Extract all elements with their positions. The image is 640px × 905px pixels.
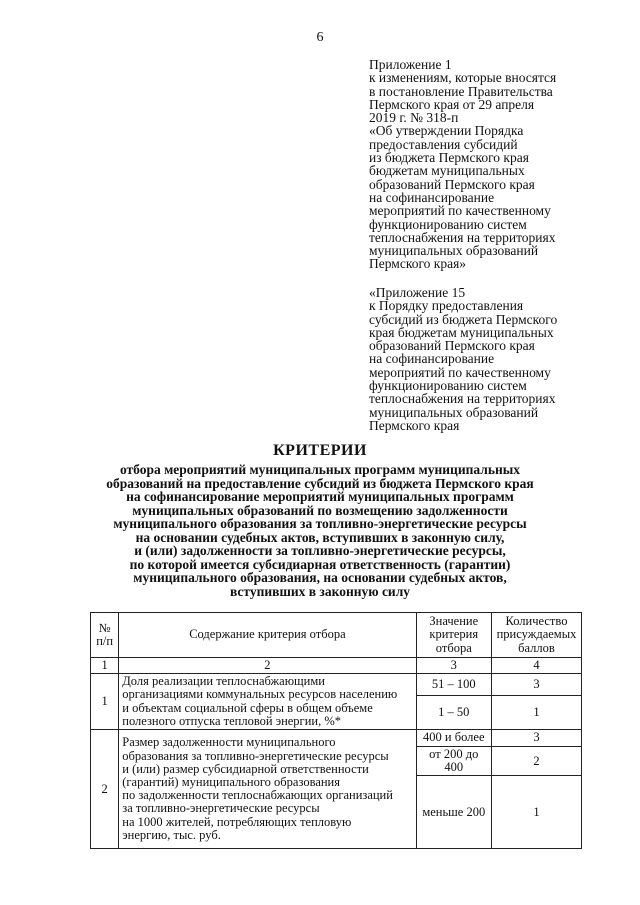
score-cell: 3 [491,730,581,747]
content-line: Доля реализации теплоснабжающими [122,674,325,689]
row-number: 2 [91,730,119,849]
appendix-line: муниципальных образований [369,243,539,259]
content-line: организациями коммунальных ресурсов населению [122,687,398,702]
appendix-line: муниципальных образований [369,404,539,420]
score-cell: 2 [491,747,581,776]
score-cell: 1 [491,695,581,729]
content-line: за топливно-энергетические ресурсы [122,801,320,816]
appendix-line: мероприятий по качественному [369,364,551,380]
subtitle-line: по которой имеется субсидиарная ответственность (гарантии) [129,556,511,572]
appendix-1-header [369,58,619,271]
content-line: и объектам социальной сферы в общем объеме [122,700,373,715]
content-line: и (или) размер субсидиарной ответственности [122,761,369,776]
value-cell: меньше 200 [416,776,491,849]
appendix-line: края бюджетам муниципальных [369,324,554,340]
header-content: Содержание критерия отбора [119,613,416,658]
row-content [119,730,416,849]
appendix-line: образований Пермского края [369,338,535,354]
content-line: на 1000 жителей, потребляющих тепловую [122,814,352,829]
content-line: по задолженности теплоснабжающих организаций [122,788,393,803]
subtitle-line: муниципального образования за топливно-энергетические ресурсы [113,516,527,531]
appendix-line: в постановление Правительства [369,83,553,99]
content-line: энергию, тыс. руб. [122,827,221,842]
header-line: п/п [96,634,114,648]
table-row [91,674,582,696]
value-cell: 400 и более [416,730,491,747]
header-value [416,613,491,658]
content-line: образования за топливно-энергетические ресурсы [122,748,389,763]
value-cell: 1 – 50 [416,695,491,729]
appendix-line: бюджетам муниципальных [369,163,525,179]
score-cell: 3 [491,674,581,696]
index-cell: 3 [416,658,491,674]
appendix-line: предоставления субсидий [369,136,518,152]
header-number [91,613,119,658]
subtitle-line: муниципального образования, на основании судебных актов, [133,570,507,585]
document-subtitle [60,463,580,598]
score-cell: 1 [491,776,581,849]
header-line: отбора [435,640,472,655]
page-number: 6 [316,30,324,45]
appendix-line: на софинансирование [369,351,495,367]
appendix-line: к Порядку предоставления [369,298,524,314]
appendix-line: Пермского края [369,417,460,433]
appendix-line: субсидий из бюджета Пермского [369,311,558,327]
header-line: критерия [429,627,479,642]
content-line: полезного отпуска тепловой энергии, %* [122,713,341,728]
appendix-line: теплоснабжения на территориях [369,229,556,245]
content-line: (гарантий) муниципального образования [122,775,340,790]
subtitle-line: на основании судебных актов, вступивших в законную силу, [135,529,505,545]
appendix-line: на софинансирование [369,189,495,205]
value-cell: 51 – 100 [416,674,491,696]
table-index-row [91,658,582,674]
appendix-line: функционированию систем [369,216,527,232]
index-cell: 4 [491,658,581,674]
appendix-line: 2019 г. № 318-п [369,110,459,126]
index-cell: 2 [119,658,416,674]
content-line: Размер задолженности муниципального [122,735,336,750]
appendix-line: из бюджета Пермского края [369,150,529,166]
appendix-line: мероприятий по качественному [369,203,551,219]
table-header-row [91,613,582,658]
appendix-line: образований Пермского края [369,176,535,192]
subtitle-line: и (или) задолженности за топливно-энергетические ресурсы, [134,543,506,558]
subtitle-line: вступивших в законную силу [229,583,411,599]
row-number: 1 [91,674,119,730]
header-line: Значение [429,614,479,629]
appendix-15-header [369,286,619,432]
table-row [91,730,582,747]
subtitle-line: на софинансирование мероприятий муниципальных программ [126,489,514,504]
document-title: КРИТЕРИИ [273,442,367,459]
subtitle-line: отбора мероприятий муниципальных программ муниципальных [119,462,521,477]
appendix-line: Пермского края» [369,256,467,272]
value-cell: от 200 до 400 [416,747,491,776]
row-content [119,674,416,730]
subtitle-line: образований на предоставление субсидий из бюджета Пермского края [106,475,534,491]
index-cell: 1 [91,658,119,674]
header-score [491,613,581,658]
header-line: № [98,620,111,635]
header-line: Количество [505,614,568,629]
appendix-line: Пермского края от 29 апреля [369,96,535,112]
header-line: присуждаемых [496,627,577,642]
appendix-line: «Об утверждении Порядка [369,123,524,139]
appendix-line: Приложение 1 [369,57,452,72]
appendix-line: функционированию систем [369,378,527,394]
appendix-line: теплоснабжения на территориях [369,391,556,407]
appendix-line: к изменениям, которые вносятся [369,70,557,86]
appendix-line: «Приложение 15 [369,285,466,300]
header-line: баллов [518,640,555,655]
criteria-table [90,612,582,849]
subtitle-line: муниципальных образований по возмещению задолженности [132,502,508,518]
